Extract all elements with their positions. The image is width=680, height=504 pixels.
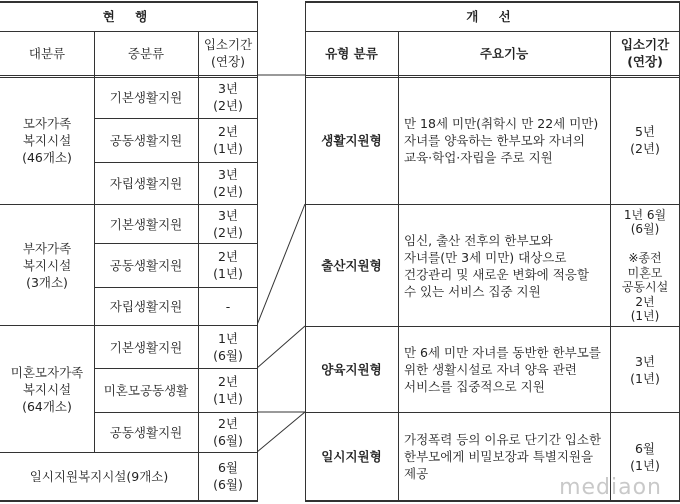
improved-type-cell: 양육지원형 bbox=[321, 362, 382, 377]
current-table bbox=[0, 0, 258, 504]
current-period-cell: 3년 (2년) bbox=[213, 167, 243, 199]
mapping-connectors bbox=[257, 0, 306, 504]
improved-period-cell: 6월 (1년) bbox=[630, 440, 660, 473]
table-rule bbox=[0, 1, 258, 3]
table-rule bbox=[305, 31, 680, 32]
table-rule bbox=[94, 412, 258, 413]
current-category-cell: 부자가족 복지시설 (3개소) bbox=[22, 240, 72, 290]
current-period-cell: 3년 (2년) bbox=[213, 81, 243, 113]
table-rule bbox=[94, 162, 258, 163]
table-rule bbox=[94, 118, 258, 119]
improved-header-function: 주요기능 bbox=[479, 45, 529, 61]
current-subcategory-cell: 공동생활지원 bbox=[109, 257, 183, 273]
improved-function-cell: 가정폭력 등의 이유로 단기간 입소한 한부모에게 비밀보장과 특별지원을 제공 bbox=[404, 432, 602, 481]
improved-title: 개 선 bbox=[466, 8, 519, 24]
current-period-cell: 3년 (2년) bbox=[213, 208, 243, 240]
improved-function-cell: 만 6세 미만 자녀를 동반한 한부모를 위한 생활시설로 자녀 양육 관련 서비스를 집중적으로 지원 bbox=[404, 345, 601, 394]
current-period-cell: 2년 (1년) bbox=[213, 124, 243, 156]
current-subcategory-cell: 공동생활지원 bbox=[109, 132, 183, 148]
improved-period-cell: 1년 6월 (6월) ※종전 미혼모 공동시설 2년 (1년) bbox=[621, 207, 669, 323]
table-rule bbox=[398, 31, 399, 501]
improved-period-cell: 3년 (1년) bbox=[630, 353, 660, 386]
improved-type-cell: 일시지원형 bbox=[321, 449, 382, 464]
improved-function-cell: 만 18세 미만(취학시 만 22세 미만) 자녀를 양육하는 한부모와 자녀의 교육·학업·자립을 주로 지원 bbox=[404, 115, 599, 165]
current-period-cell: - bbox=[225, 298, 231, 314]
table-rule bbox=[94, 287, 258, 288]
table-rule bbox=[305, 412, 680, 413]
current-subcategory-cell: 미혼모공동생활 bbox=[103, 382, 189, 398]
table-rule bbox=[94, 31, 95, 452]
watermark-logo: mediaon bbox=[559, 475, 662, 500]
current-period-cell: 2년 (1년) bbox=[213, 249, 243, 281]
improved-period-cell: 5년 (2년) bbox=[630, 124, 660, 156]
table-rule bbox=[94, 368, 258, 369]
connector-line bbox=[257, 204, 305, 325]
current-period-cell: 2년 (1년) bbox=[213, 374, 243, 406]
table-rule bbox=[198, 31, 199, 501]
current-subcategory-cell: 자립생활지원 bbox=[109, 175, 183, 191]
current-title: 현 행 bbox=[102, 8, 156, 24]
table-rule bbox=[0, 204, 258, 205]
current-subcategory-cell: 기본생활지원 bbox=[109, 89, 183, 105]
current-subcategory-cell: 기본생활지원 bbox=[109, 339, 183, 355]
connector-line bbox=[257, 412, 305, 452]
current-category-cell: 모자가족 복지시설 (46개소) bbox=[22, 115, 72, 165]
current-temporary-category: 일시지원복지시설(9개소) bbox=[29, 468, 169, 484]
improved-type-cell: 생활지원형 bbox=[321, 132, 382, 148]
table-rule bbox=[0, 75, 258, 78]
improved-function-cell: 임신, 출산 전후의 한부모와 자녀를(만 3세 미만) 대상으로 건강관리 및 새로운 변화에 적응할 수 있는 서비스 집중 지원 bbox=[404, 232, 589, 299]
table-rule bbox=[305, 204, 680, 205]
current-period-cell: 1년 (6월) bbox=[213, 331, 243, 363]
improved-table bbox=[305, 0, 680, 504]
improved-header-type: 유형 분류 bbox=[325, 45, 378, 61]
table-rule bbox=[305, 500, 680, 502]
current-period-cell: 6월 (6월) bbox=[213, 460, 243, 492]
table-rule bbox=[0, 325, 258, 326]
current-header-category: 대분류 bbox=[28, 45, 66, 61]
table-rule bbox=[94, 243, 258, 244]
current-subcategory-cell: 자립생활지원 bbox=[109, 298, 183, 314]
connector-line bbox=[257, 326, 305, 368]
current-period-cell: 2년 (6월) bbox=[213, 416, 243, 448]
current-subcategory-cell: 기본생활지원 bbox=[109, 216, 183, 232]
improved-header-period: 입소기간 (연장) bbox=[620, 37, 670, 69]
current-header-subcategory: 중분류 bbox=[127, 45, 165, 61]
table-rule bbox=[305, 326, 680, 327]
table-rule bbox=[305, 75, 680, 78]
table-rule bbox=[0, 500, 258, 502]
table-rule bbox=[0, 31, 258, 32]
current-category-cell: 미혼모자가족 복지시설 (64개소) bbox=[10, 364, 84, 414]
table-rule bbox=[0, 452, 258, 453]
current-subcategory-cell: 공동생활지원 bbox=[109, 424, 183, 440]
table-rule bbox=[610, 31, 611, 501]
table-rule bbox=[305, 1, 306, 501]
table-rule bbox=[305, 1, 680, 3]
improved-type-cell: 출산지원형 bbox=[321, 258, 382, 273]
current-header-period: 입소기간 (연장) bbox=[203, 37, 253, 69]
